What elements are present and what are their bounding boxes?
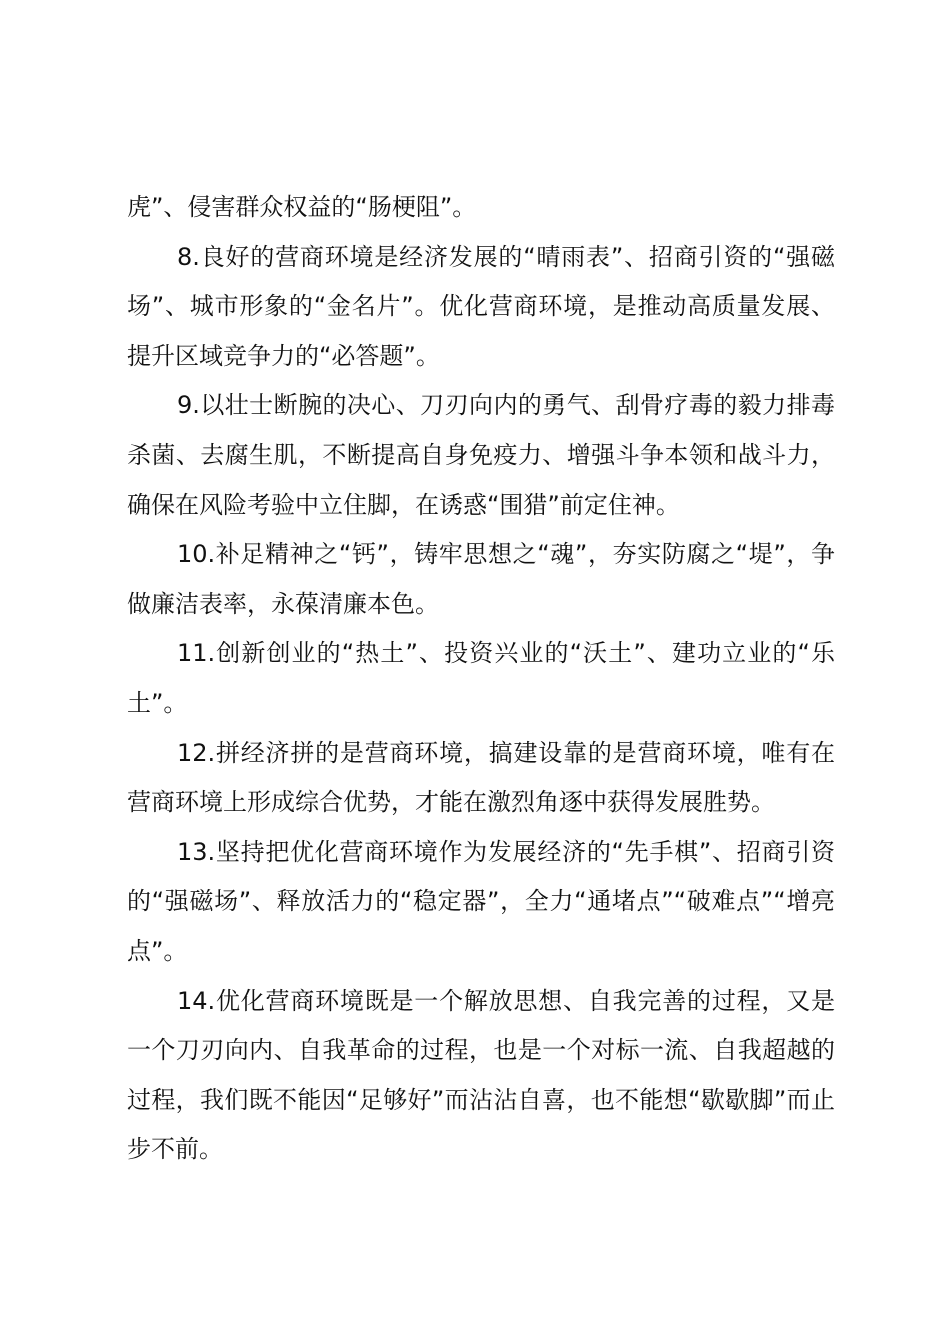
paragraph-13: 13.坚持把优化营商环境作为发展经济的“先手棋”、招商引资的“强磁场”、释放活力的“稳定器”，全力“通堵点”“破难点”“增亮点”。: [127, 837, 835, 965]
paragraph-continuation: 虎”、侵害群众权益的“肠梗阻”。: [127, 193, 477, 221]
paragraph-14: 14.优化营商环境既是一个解放思想、自我完善的过程，又是一个刀刃向内、自我革命的过程，也是一个对标一流、自我超越的过程，我们既不能因“足够好”而沾沾自喜，也不能想“歇歇脚”而止步不前。: [127, 986, 835, 1164]
paragraph-12: 12.拼经济拼的是营商环境，搞建设靠的是营商环境，唯有在营商环境上形成综合优势，才能在激烈角逐中获得发展胜势。: [127, 738, 835, 817]
paragraph-10: 10.补足精神之“钙”，铸牢思想之“魂”，夯实防腐之“堤”，争做廉洁表率，永葆清廉本色。: [127, 540, 835, 618]
document-body: [127, 183, 835, 1175]
paragraph-11: 11.创新创业的“热土”、投资兴业的“沃土”、建功立业的“乐土”。: [127, 639, 835, 717]
paragraph-9: 9.以壮士断腕的决心、刀刃向内的勇气、刮骨疗毒的毅力排毒杀菌、去腐生肌，不断提高自身免疫力、增强斗争本领和战斗力，确保在风险考验中立住脚，在诱惑“围猎”前定住神。: [127, 391, 835, 519]
paragraph-8: 8.良好的营商环境是经济发展的“晴雨表”、招商引资的“强磁场”、城市形象的“金名片”。优化营商环境，是推动高质量发展、提升区域竞争力的“必答题”。: [127, 242, 835, 370]
